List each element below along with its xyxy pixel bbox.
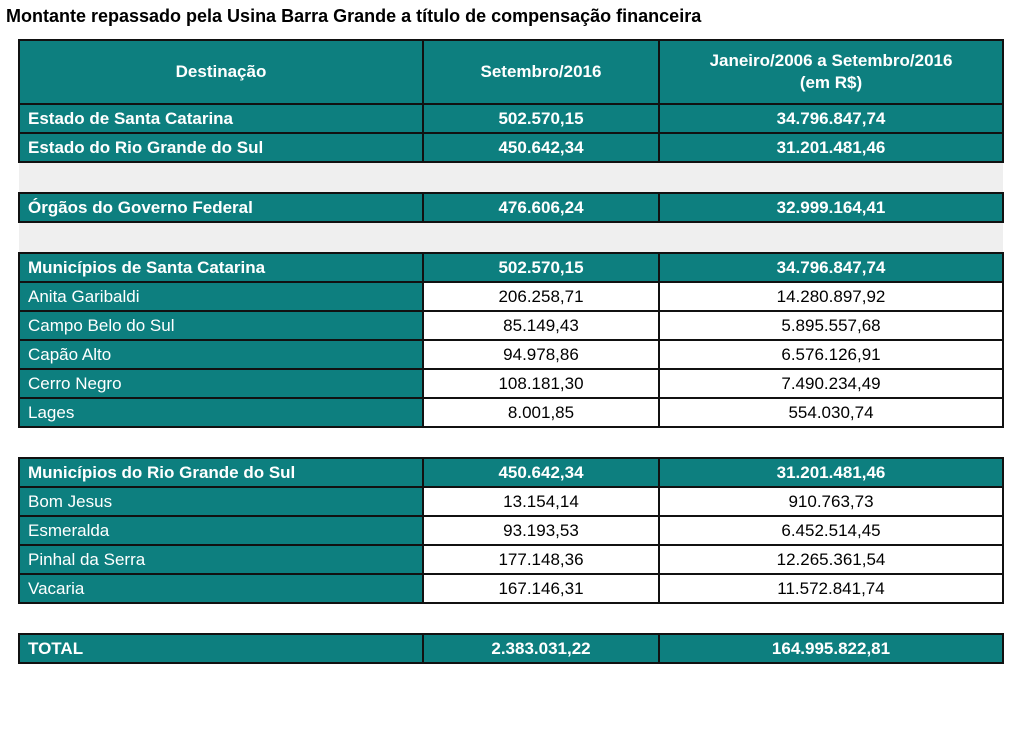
table-row (19, 133, 1003, 162)
row-name: Municípios do Rio Grande do Sul (19, 458, 423, 487)
row-month-value: 206.258,71 (423, 282, 659, 311)
row-month-value: 502.570,15 (423, 253, 659, 282)
row-name: Municípios de Santa Catarina (19, 253, 423, 282)
row-month-value: 94.978,86 (423, 340, 659, 369)
header-period-line1: Janeiro/2006 a Setembro/2016 (709, 51, 953, 70)
header-month: Setembro/2016 (423, 40, 659, 104)
row-total-value: 31.201.481,46 (659, 458, 1003, 487)
row-month-value: 476.606,24 (423, 193, 659, 222)
section-header-row (19, 458, 1003, 487)
spacer-row (19, 603, 1003, 634)
total-label: TOTAL (19, 634, 423, 663)
row-total-value: 5.895.557,68 (659, 311, 1003, 340)
total-period-value: 164.995.822,81 (659, 634, 1003, 663)
header-period-line2: (em R$) (799, 73, 863, 92)
row-name: Bom Jesus (19, 487, 423, 516)
row-month-value: 13.154,14 (423, 487, 659, 516)
table-row (19, 487, 1003, 516)
spacer-row (19, 162, 1003, 193)
row-total-value: 32.999.164,41 (659, 193, 1003, 222)
page-title: Montante repassado pela Usina Barra Grande a título de compensação financeira (6, 6, 702, 26)
table-row (19, 574, 1003, 603)
header-period (659, 40, 1003, 104)
row-name: Vacaria (19, 574, 423, 603)
row-month-value: 85.149,43 (423, 311, 659, 340)
compensation-table-wrapper (18, 39, 1002, 664)
row-month-value: 450.642,34 (423, 133, 659, 162)
row-month-value: 177.148,36 (423, 545, 659, 574)
row-total-value: 7.490.234,49 (659, 369, 1003, 398)
table-row (19, 282, 1003, 311)
row-month-value: 8.001,85 (423, 398, 659, 427)
row-month-value: 108.181,30 (423, 369, 659, 398)
row-total-value: 14.280.897,92 (659, 282, 1003, 311)
table-row (19, 340, 1003, 369)
row-total-value: 6.576.126,91 (659, 340, 1003, 369)
row-name: Lages (19, 398, 423, 427)
row-month-value: 502.570,15 (423, 104, 659, 133)
spacer-row (19, 222, 1003, 253)
row-name: Estado de Santa Catarina (19, 104, 423, 133)
table-row (19, 398, 1003, 427)
compensation-table (18, 39, 1004, 664)
row-month-value: 167.146,31 (423, 574, 659, 603)
section-header-row (19, 253, 1003, 282)
header-row (19, 40, 1003, 104)
row-total-value: 12.265.361,54 (659, 545, 1003, 574)
row-total-value: 910.763,73 (659, 487, 1003, 516)
row-name: Anita Garibaldi (19, 282, 423, 311)
table-row (19, 193, 1003, 222)
row-name: Cerro Negro (19, 369, 423, 398)
row-total-value: 31.201.481,46 (659, 133, 1003, 162)
table-row (19, 104, 1003, 133)
row-name: Órgãos do Governo Federal (19, 193, 423, 222)
row-name: Estado do Rio Grande do Sul (19, 133, 423, 162)
table-row (19, 369, 1003, 398)
row-month-value: 93.193,53 (423, 516, 659, 545)
spacer-row (19, 427, 1003, 458)
total-month-value: 2.383.031,22 (423, 634, 659, 663)
row-total-value: 554.030,74 (659, 398, 1003, 427)
row-name: Campo Belo do Sul (19, 311, 423, 340)
row-total-value: 6.452.514,45 (659, 516, 1003, 545)
row-name: Pinhal da Serra (19, 545, 423, 574)
row-total-value: 34.796.847,74 (659, 104, 1003, 133)
table-row (19, 516, 1003, 545)
row-total-value: 11.572.841,74 (659, 574, 1003, 603)
row-name: Esmeralda (19, 516, 423, 545)
table-row (19, 545, 1003, 574)
row-total-value: 34.796.847,74 (659, 253, 1003, 282)
row-name: Capão Alto (19, 340, 423, 369)
table-row (19, 311, 1003, 340)
header-destination: Destinação (19, 40, 423, 104)
total-row (19, 634, 1003, 663)
row-month-value: 450.642,34 (423, 458, 659, 487)
